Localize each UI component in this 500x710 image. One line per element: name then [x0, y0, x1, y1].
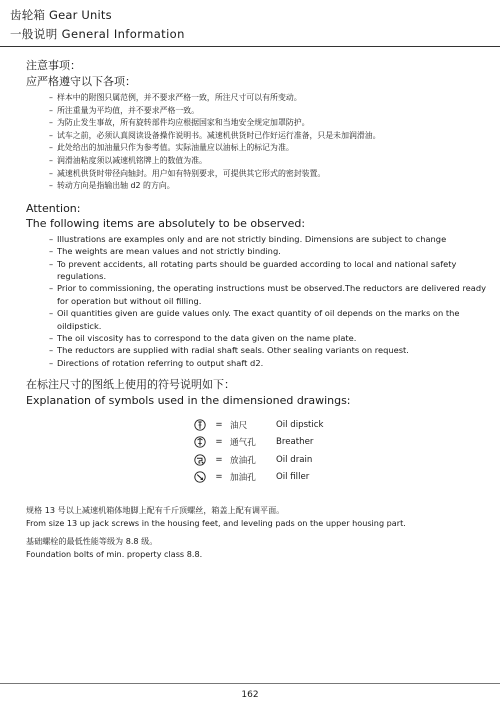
list-item: – The oil viscosity has to correspond to the data given on the name plate. [49, 332, 494, 344]
list-item: – 此处给出的加油量只作为参考值。实际油量应以油标上的标记为准。 [49, 142, 494, 155]
header-title: 齿轮箱 Gear Units [10, 8, 112, 22]
symbol-row-breather [26, 434, 494, 452]
symbol-row-oil-filler [26, 469, 494, 487]
attention-cn-subheading: 应严格遵守以下各项： [26, 75, 136, 88]
page-number: 162 [241, 690, 259, 700]
attention-cn-section [26, 58, 494, 193]
list-item: – To prevent accidents, all rotating parts should be guarded according to local and national safety regulations. [49, 258, 494, 283]
symbol-label-en: Oil dipstick [276, 419, 324, 430]
symbol-label-cn: 通气孔 [230, 438, 256, 449]
attention-en-list [26, 233, 494, 369]
list-item: – 转动方向是指输出轴 d2 的方向。 [49, 180, 494, 193]
oil-dipstick-icon [194, 419, 206, 431]
note-jack-screws-en: From size 13 up jack screws in the housing feet, and leveling pads on the upper housing part. [26, 518, 406, 529]
symbol-label-cn: 放油孔 [230, 455, 256, 466]
list-item: – The reductors are supplied with radial shaft seals. Other sealing variants on request. [49, 344, 494, 356]
symbols-section [26, 377, 494, 486]
note-bolts-en: Foundation bolts of min. property class 8.8. [26, 549, 203, 560]
list-item: – The weights are mean values and not strictly binding. [49, 245, 494, 257]
note-jack-screws-cn: 规格 13 号以上减速机箱体地脚上配有千斤顶螺丝，箱盖上配有调平面。 [26, 505, 285, 516]
symbol-label-cn: 加油孔 [230, 473, 256, 484]
symbol-label-en: Oil filler [276, 472, 310, 483]
symbols-legend [26, 416, 494, 486]
page-content [26, 58, 494, 561]
attention-cn-heading: 注意事项： [26, 59, 81, 72]
equals-sign: = [215, 419, 223, 430]
header-divider [0, 46, 500, 47]
attention-en-section [26, 201, 494, 369]
breather-icon [194, 436, 206, 448]
equals-sign: = [215, 454, 223, 465]
list-item: – 试车之前，必须认真阅读设备操作说明书。减速机供货时已作好运行准备，只是未加润滑油。 [49, 130, 494, 143]
oil-drain-icon [194, 454, 206, 466]
oil-filler-icon [194, 471, 206, 483]
attention-en-heading: Attention: [26, 201, 81, 215]
symbol-label-en: Breather [276, 437, 314, 448]
list-item: – 减速机供货时带径向轴封。用户如有特别要求，可提供其它形式的密封装置。 [49, 168, 494, 181]
list-item: – 所注重量为平均值，并不要求严格一致。 [49, 105, 494, 118]
symbol-label-cn: 油尺 [230, 420, 248, 431]
symbol-label-en: Oil drain [276, 454, 313, 465]
list-item: – Directions of rotation referring to output shaft d2. [49, 357, 494, 369]
list-item: – 润滑油粘度须以减速机铭牌上的数值为准。 [49, 155, 494, 168]
note-bolts-cn: 基础螺栓的最低性能等级为 8.8 级。 [26, 536, 158, 547]
header-subtitle: 一般说明 General Information [10, 27, 185, 41]
equals-sign: = [215, 437, 223, 448]
list-item: – 样本中的附图只属范例，并不要求严格一致，所注尺寸可以有所变动。 [49, 92, 494, 105]
symbol-row-oil-drain [26, 451, 494, 469]
footer-divider [0, 683, 500, 684]
attention-en-subheading: The following items are absolutely to be observed: [26, 216, 306, 230]
symbols-heading-cn: 在标注尺寸的图纸上使用的符号说明如下： [26, 378, 235, 392]
notes-section [26, 504, 494, 561]
list-item: – Prior to commissioning, the operating instructions must be observed.The reductors are delivered ready for operation but without oil filling. [49, 282, 494, 307]
list-item: – Illustrations are examples only and are not strictly binding. Dimensions are subject to change [49, 233, 494, 245]
list-item: – Oil quantities given are guide values only. The exact quantity of oil depends on the marks on the oildipstick. [49, 307, 494, 332]
attention-cn-list [26, 92, 494, 193]
list-item: – 为防止发生事故，所有旋转部件均应根据国家和当地安全规定加罩防护。 [49, 117, 494, 130]
equals-sign: = [215, 472, 223, 483]
symbol-row-oil-dipstick [26, 416, 494, 434]
symbols-heading-en: Explanation of symbols used in the dimensioned drawings: [26, 394, 351, 408]
